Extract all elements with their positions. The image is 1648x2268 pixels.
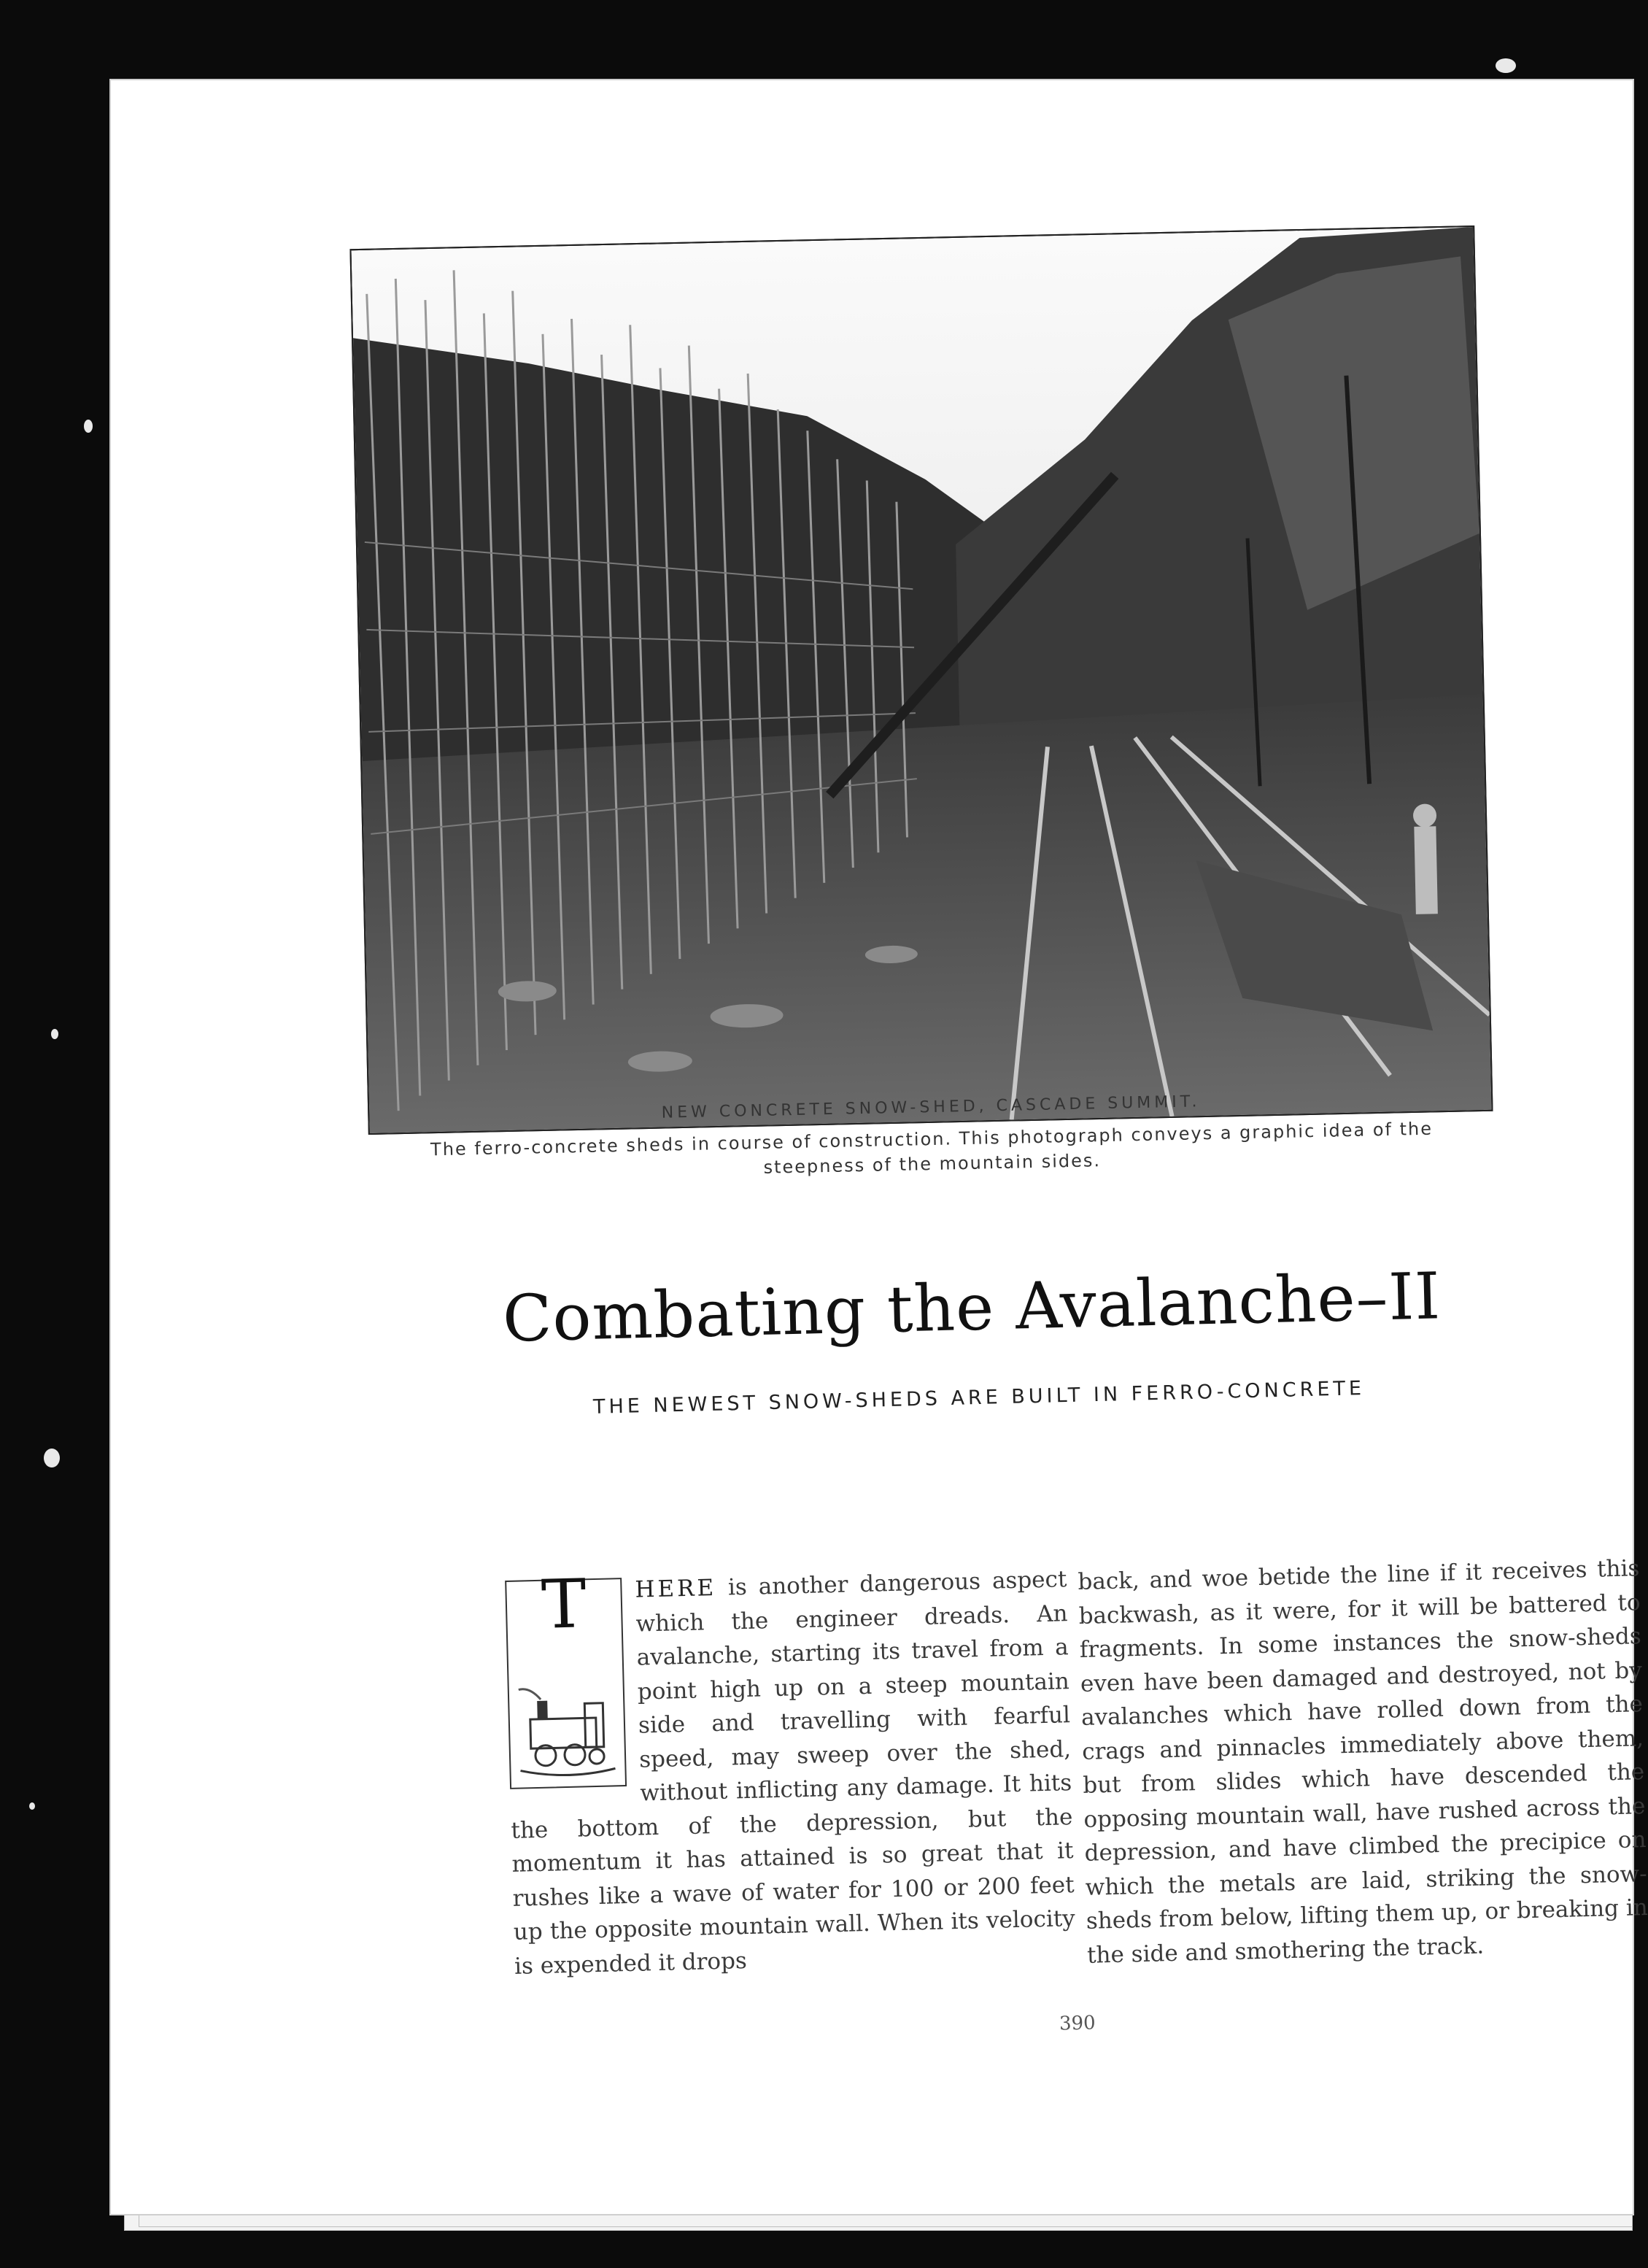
right-column-text: back, and woe betide the line if it receives this backwash, as it were, for it will be battered to fragments. In some instances the snow-sheds even have been damaged and destroyed, not by avalanches which have rolled down from the crags and pinnacles immediately above them, but from slides which have descended the opposing mountain wall, have rushed across the depression, and have climbed the precipice on which the metals are laid, striking the snow-sheds from below, lifting them up, or breaking in the side and smothering the track.: [1078, 1555, 1648, 1969]
caption-title: NEW CONCRETE SNOW-SHED, CASCADE SUMMIT.: [661, 1092, 1201, 1122]
dust-speck: [1496, 58, 1516, 73]
locomotive-icon: [514, 1677, 619, 1781]
caption-text: The ferro-concrete sheds in course of construction. This photograph conveys a graphic idea of the steepness of the mountain sides.: [430, 1118, 1434, 1178]
article-title: Combating the Avalanche–II: [501, 1258, 1442, 1357]
dust-speck: [29, 1802, 35, 1810]
construction-photo-illustration: [351, 227, 1491, 1133]
drop-cap-letter: T: [540, 1565, 587, 1644]
dust-speck: [51, 1029, 58, 1039]
article-column-right: [1078, 1551, 1648, 1972]
article-column-left: [505, 1562, 1076, 1983]
snow-shed-photograph: [349, 225, 1493, 1135]
drop-cap-box: [505, 1565, 627, 1789]
lead-word: HERE: [635, 1574, 717, 1603]
magazine-page: [109, 79, 1648, 2215]
left-column-text: is another dangerous aspect which the engineer dreads. An avalanche, starting its travel from a point high up on a steep mountain side and travelling with fearful speed, may sweep over the shed, without inflicting any damage. It hits the bottom of the depression, but the momentum it has attained is so great that it rushes like a wave of water for 100 or 200 feet up the opposite mountain wall. When its velocity is expended it drops: [511, 1566, 1076, 1980]
dust-speck: [44, 1449, 60, 1467]
article-subtitle: THE NEWEST SNOW-SHEDS ARE BUILT IN FERRO-CONCRETE: [592, 1377, 1366, 1419]
dust-speck: [84, 420, 93, 433]
page-number: 390: [1059, 2012, 1096, 2035]
